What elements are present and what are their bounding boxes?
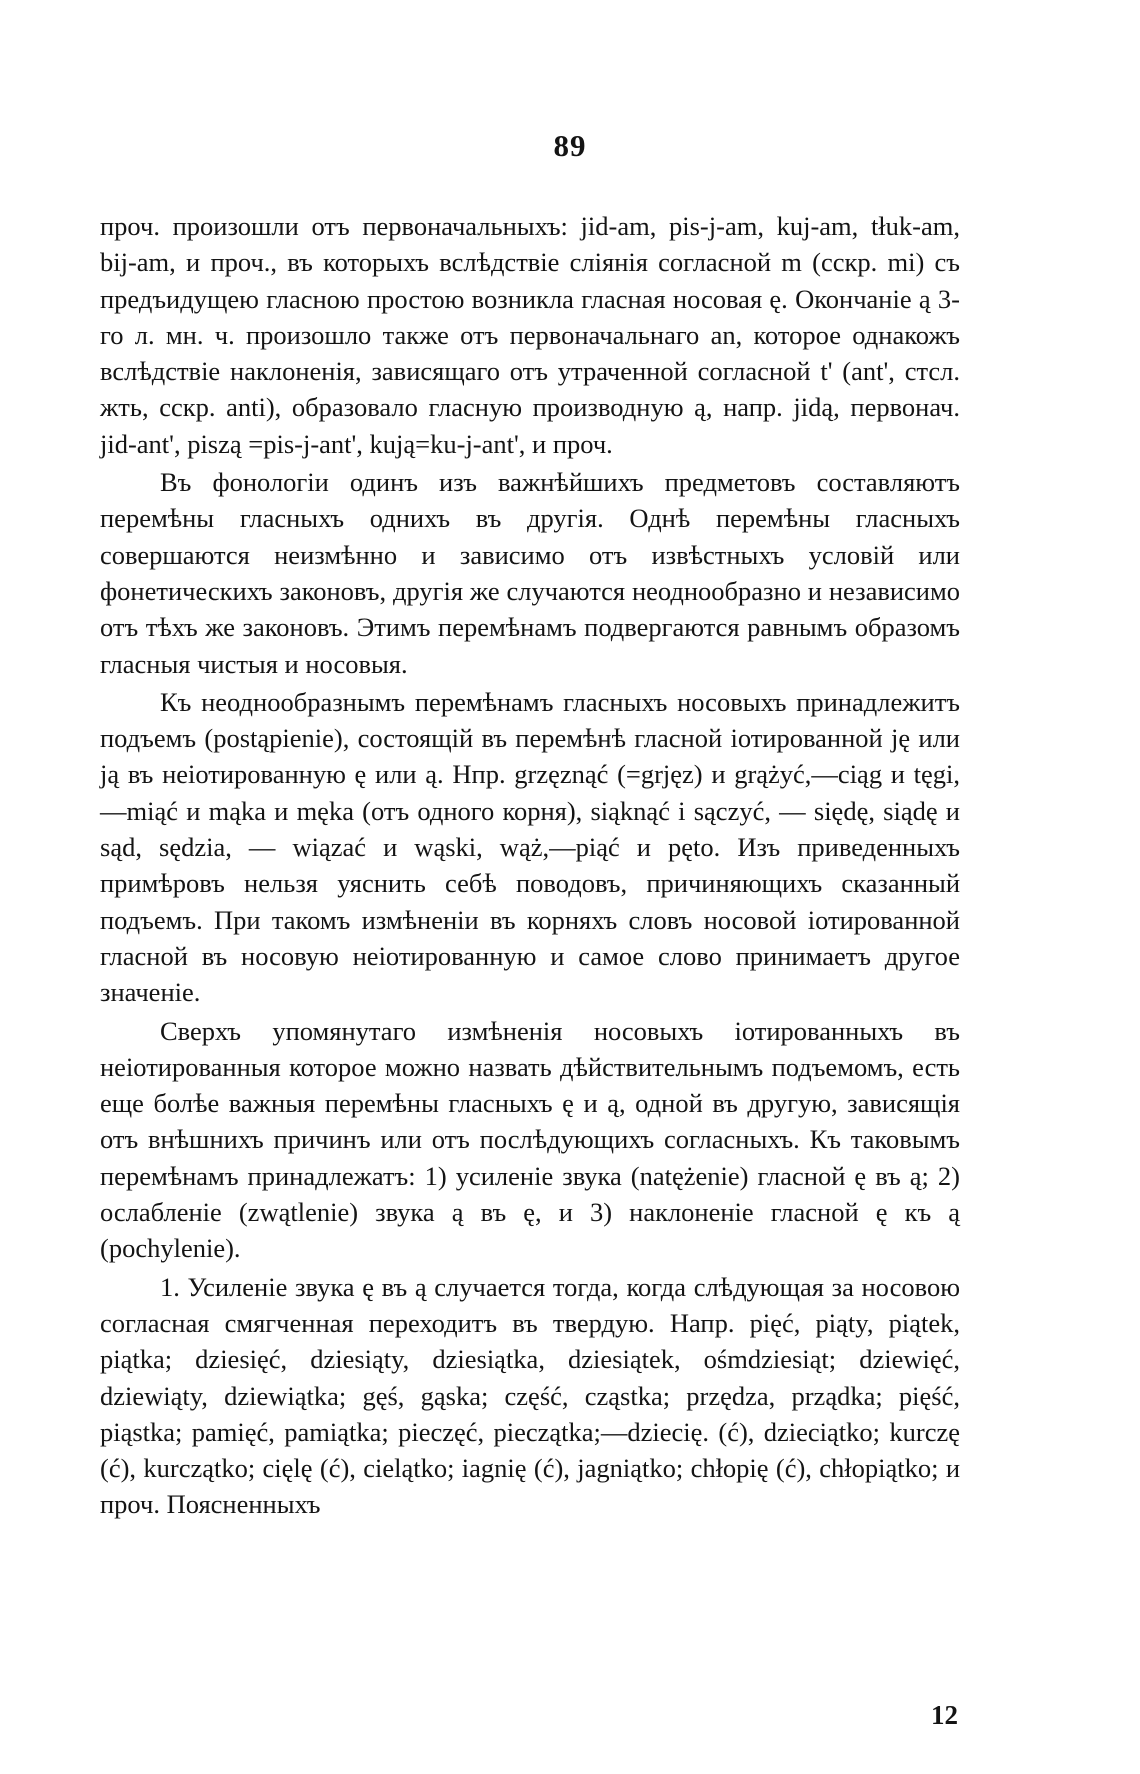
paragraph-2: Въ фонологіи одинъ изъ важнѣйшихъ предметовъ составляютъ перемѣны гласныхъ однихъ въ другія. Однѣ перемѣны гласныхъ совершаются неизмѣнно и зависимо отъ извѣстныхъ условій или фонетическихъ законовъ, другія же случаются неоднообразно и независимо отъ тѣхъ же законовъ. Этимъ перемѣнамъ подвергаются равнымъ образомъ гласныя чистыя и носовыя. xyxy=(100,467,960,679)
page-number: 89 xyxy=(553,128,587,163)
signature-mark: 12 xyxy=(931,1700,958,1730)
paragraph-3: Къ неоднообразнымъ перемѣнамъ гласныхъ носовыхъ принадлежитъ подъемъ (postąpienie), состоящій въ перемѣнѣ гласной іотированной ję или ją въ неіотированную ę или ą. Нпр. grzęznąć (=grjęz) и grążyć,—ciąg и tęgi,—miąć и mąka и męka (отъ одного корня), siąknąć і sączyć, — siędę, siądę и sąd, sędzia, — wiązać и wąski, wąż,—piąć и pęto. Изъ приведенныхъ примѣровъ нельзя уяснить себѣ поводовъ, причиняющихъ сказанный подъемъ. При такомъ измѣненіи въ корняхъ словъ носовой іотированной гласной въ носовую неіотированную и самое слово принимаетъ другое значеніе. xyxy=(100,686,960,1008)
paragraph-5: 1. Усиленіе звука ę въ ą случается тогда, когда слѣдующая за носовою согласная смягченная переходитъ въ твердую. Напр. pięć, piąty, piątek, piątka; dziesięć, dziesiąty, dziesiątka, dziesiątek, ośmdziesiąt; dziewięć, dziewiąty, dziewiątka; gęś, gąska; część, cząstka; przędza, prządka; pięść, piąstka; pamięć, pamiątka; pieczęć, pieczątka;—dziecię. (ć), dzieciątko; kurczę (ć), kurczątko; cięlę (ć), cielątko; iagnię (ć), jagniątko; chłopię (ć), chłopiątko; и проч. Поясненныхъ xyxy=(100,1271,960,1520)
paragraph-4: Сверхъ упомянутаго измѣненія носовыхъ іотированныхъ въ неіотированныя которое можно назвать дѣйствительнымъ подъемомъ, есть еще болѣе важныя перемѣны гласныхъ ę и ą, одной въ другую, зависящія отъ внѣшнихъ причинъ или отъ послѣдующихъ согласныхъ. Къ таковымъ перемѣнамъ принадлежатъ: 1) усиленіе звука (natężenie) гласной ę въ ą; 2) ослабленіе (zwątlenie) звука ą въ ę, и 3) наклоненіе гласной ę къ ą (pochylenie). xyxy=(100,1015,960,1264)
paragraph-1: проч. произошли отъ первоначальныхъ: jid-am, pis-j-am, kuj-am, tłuk-am, bij-am, и проч., въ которыхъ вслѣдствіе сліянія согласной m (сскр. mi) съ предъидущею гласною простою возникла гласная носовая ę. Окончаніе ą 3-го л. мн. ч. произошло также отъ первоначальнаго an, которое однакожъ вслѣдствіе наклоненія, зависящаго отъ утраченной согласной t' (ant', стсл. жть, сскр. anti), образовало гласную производную ą, напр. jidą, первонач. jid-ant', piszą =pis-j-ant', kują=ku-j-ant', и проч. xyxy=(100,211,960,459)
